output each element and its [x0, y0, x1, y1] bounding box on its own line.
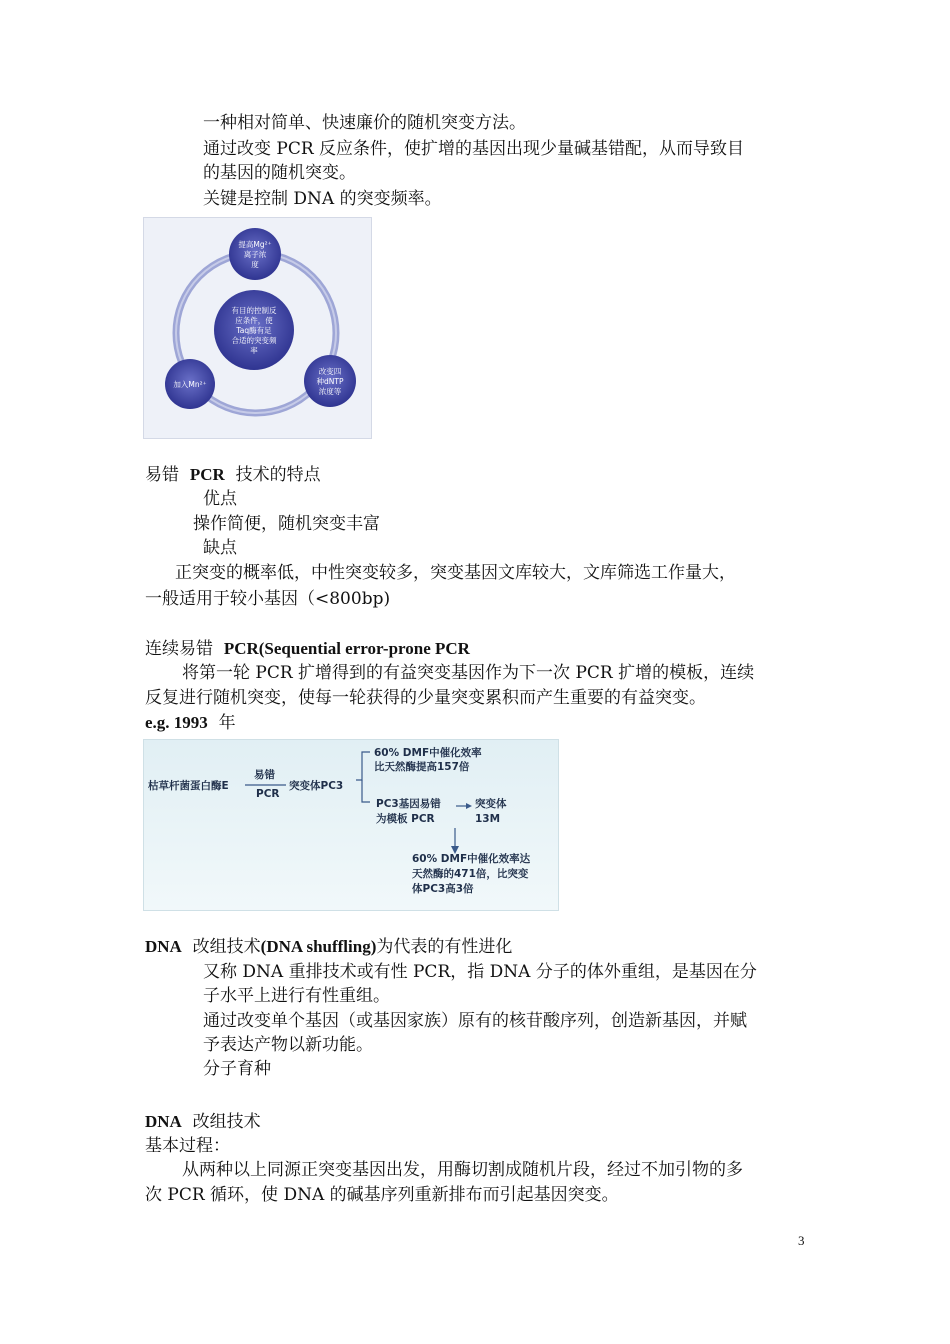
section2-heading-bold: PCR(Sequential error-prone PCR	[223, 639, 470, 658]
center-text-4: 合适的突变频	[231, 336, 277, 345]
example-line	[145, 712, 236, 734]
mutant-pc3-text: 突变体PC3	[289, 780, 344, 792]
section3-heading	[145, 936, 512, 958]
section4-subheading: 基本过程：	[145, 1136, 230, 1156]
branch1-line-2: 比天然酶提高157倍	[374, 761, 470, 773]
final-line-3: 体PC3高3倍	[412, 883, 474, 895]
branch1-line-1: 60% DMF中催化效率	[374, 747, 482, 759]
intro-line-4: 关键是控制 DNA 的突变频率。	[203, 189, 442, 209]
final-line-2: 天然酶的471倍，比突变	[412, 868, 529, 880]
branch-bracket-top	[356, 752, 370, 780]
intro-line-3: 的基因的随机突变。	[203, 163, 356, 183]
start-enzyme-text: 枯草杆菌蛋白酶E	[148, 780, 229, 792]
center-text-2: 应条件，使	[235, 316, 273, 325]
section3-heading-mid: 改组技术	[192, 937, 261, 957]
branch2-result-2: 13M	[475, 813, 501, 825]
section3-p2-line-1: 通过改变单个基因（或基因家族）原有的核苷酸序列，创造新基因，并赋	[203, 1011, 747, 1031]
top-text-2: 离子浓	[243, 250, 267, 259]
section2-para-line-2: 反复进行随机突变，使每一轮获得的少量突变累积而产生重要的有益突变。	[145, 688, 706, 708]
section2-heading	[145, 638, 470, 660]
section4-heading	[145, 1111, 261, 1133]
section4-para-line-1: 从两种以上同源正突变基因出发，用酶切割成随机片段，经过不加引物的多	[182, 1160, 743, 1180]
center-text-3: Taq酶有足	[236, 326, 272, 335]
section3-heading-bold-2: (DNA shuffling)	[260, 937, 377, 956]
section1-heading-post: 技术的特点	[235, 465, 321, 485]
section3-p1-line-2: 子水平上进行有性重组。	[203, 986, 390, 1006]
intro-line-2: 通过改变 PCR 反应条件，使扩增的基因出现少量碱基错配，从而导致目	[203, 139, 745, 159]
right-text-2: 种dNTP	[316, 377, 344, 386]
disadvantage-label: 缺点	[203, 538, 237, 558]
cycle-diagram-figure	[143, 217, 372, 439]
arrow-bottom-text: PCR	[256, 788, 280, 800]
section1-heading	[145, 464, 321, 486]
branch-bracket-bottom	[362, 780, 370, 802]
section2-para-line-1: 将第一轮 PCR 扩增得到的有益突变基因作为下一次 PCR 扩增的模板，连续	[182, 663, 755, 683]
disadvantage-line-1: 正突变的概率低，中性突变较多，突变基因文库较大，文库筛选工作量大，	[175, 563, 736, 583]
section1-heading-pre: 易错	[145, 465, 179, 485]
final-line-1: 60% DMF中催化效率达	[412, 853, 531, 865]
section2-heading-pre: 连续易错	[145, 639, 213, 659]
branch2-line-1: PC3基因易错	[376, 798, 441, 810]
section3-p2-line-2: 予表达产物以新功能。	[203, 1035, 373, 1055]
branch2-line-2: 为模板 PCR	[376, 813, 435, 825]
section4-heading-post: 改组技术	[192, 1112, 261, 1132]
mutation-flow-figure	[143, 739, 559, 911]
center-text-5: 率	[250, 346, 258, 355]
right-text-1: 改变四	[318, 367, 342, 376]
section3-heading-bold-1: DNA	[145, 937, 182, 956]
page-number: 3	[798, 1233, 805, 1248]
example-year-suffix: 年	[218, 713, 236, 733]
mutation-flow-diagram	[144, 740, 558, 910]
advantage-text: 操作简便，随机突变丰富	[193, 514, 380, 534]
branch2-result-1: 突变体	[475, 798, 507, 810]
section4-para-line-2: 次 PCR 循环，使 DNA 的碱基序列重新排布而引起基因突变。	[145, 1185, 619, 1205]
section3-heading-post: 为代表的有性进化	[376, 937, 513, 957]
top-text-1: 提高Mg²⁺	[238, 240, 272, 249]
section1-heading-bold: PCR	[189, 465, 225, 484]
left-text-1: 加入Mn²⁺	[173, 380, 207, 389]
arrow-top-text: 易错	[254, 769, 275, 781]
section3-p1-line-1: 又称 DNA 重排技术或有性 PCR，指 DNA 分子的体外重组，是基因在分	[203, 962, 757, 982]
section3-p3: 分子育种	[203, 1059, 271, 1079]
disadvantage-line-2: 一般适用于较小基因（<800bp)	[145, 589, 391, 609]
branch-arrow-head	[466, 803, 472, 809]
cycle-diagram	[144, 218, 371, 438]
center-text-1: 有目的控制反	[231, 306, 277, 315]
example-year: e.g. 1993	[145, 713, 208, 732]
section4-heading-bold: DNA	[145, 1112, 182, 1131]
top-text-3: 度	[251, 260, 259, 269]
advantage-label: 优点	[203, 489, 237, 509]
intro-line-1: 一种相对简单、快速廉价的随机突变方法。	[203, 113, 526, 133]
right-text-3: 浓度等	[318, 387, 342, 396]
